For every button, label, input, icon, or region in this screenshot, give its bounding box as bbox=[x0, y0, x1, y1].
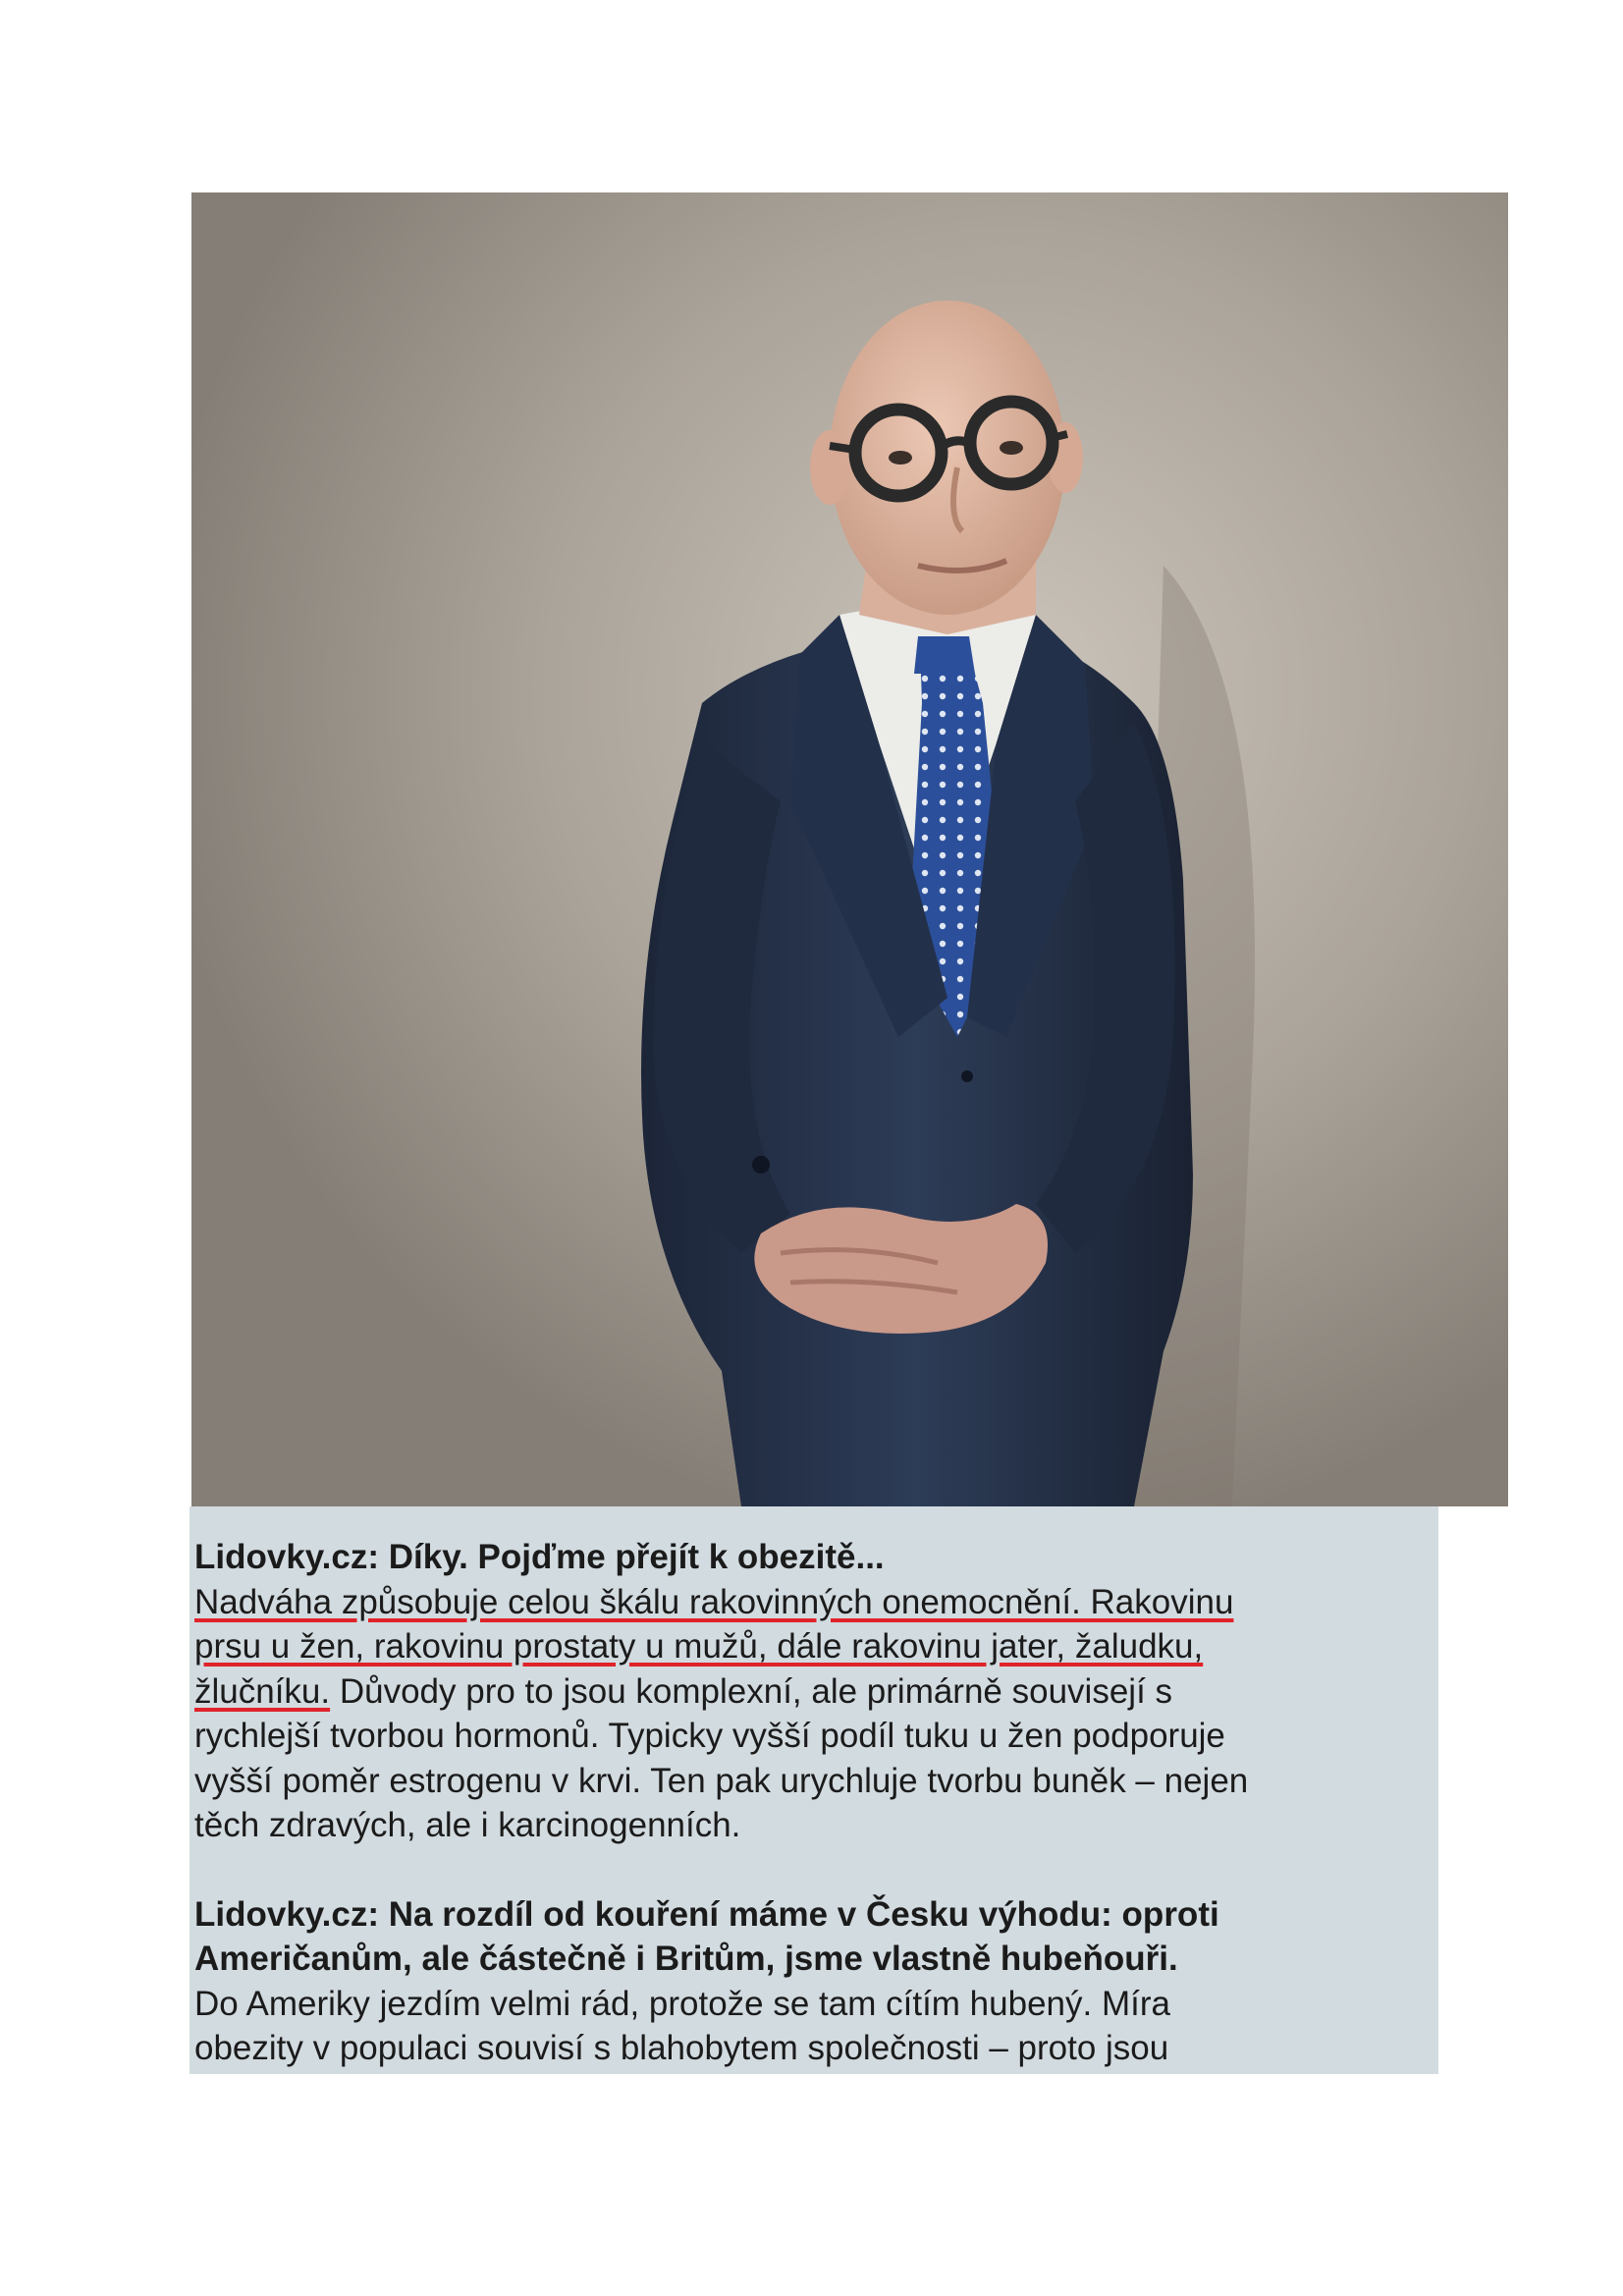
question-2: Lidovky.cz: Na rozdíl od kouření máme v Česku výhodu: oproti Američanům, ale částečně i Britům, jsme vlastně hubeňouři. bbox=[194, 1894, 1219, 1978]
question-1: Lidovky.cz: Díky. Pojďme přejít k obezitě... bbox=[194, 1538, 885, 1576]
article-body bbox=[194, 1535, 1436, 2071]
article-panel bbox=[189, 1506, 1438, 2074]
answer-1 bbox=[194, 1580, 1436, 1848]
paragraph-gap bbox=[194, 1848, 1436, 1892]
portrait-photo bbox=[191, 192, 1508, 1506]
answer-2: Do Ameriky jezdím velmi rád, protože se tam cítím hubený. Míra obezity v populaci souvisí s blahobytem společnosti – proto jsou bbox=[194, 1984, 1170, 2067]
answer-1-continued: Důvody pro to jsou komplexní, ale primárně souvisejí s rychlejší tvorbou hormonů. Typicky vyšší podíl tuku u žen podporuje vyšší poměr estrogenu v krvi. Ten pak urychluje tvorbu buněk – nejen těch zdravých, ale i karcinogenních. bbox=[194, 1671, 1249, 1844]
highlighted-passage: Nadváha způsobuje celou škálu rakovinných onemocnění. Rakovinu prsu u žen, rakovinu prostaty u mužů, dále rakovinu jater, žaludku, žlučníku. bbox=[194, 1582, 1234, 1711]
